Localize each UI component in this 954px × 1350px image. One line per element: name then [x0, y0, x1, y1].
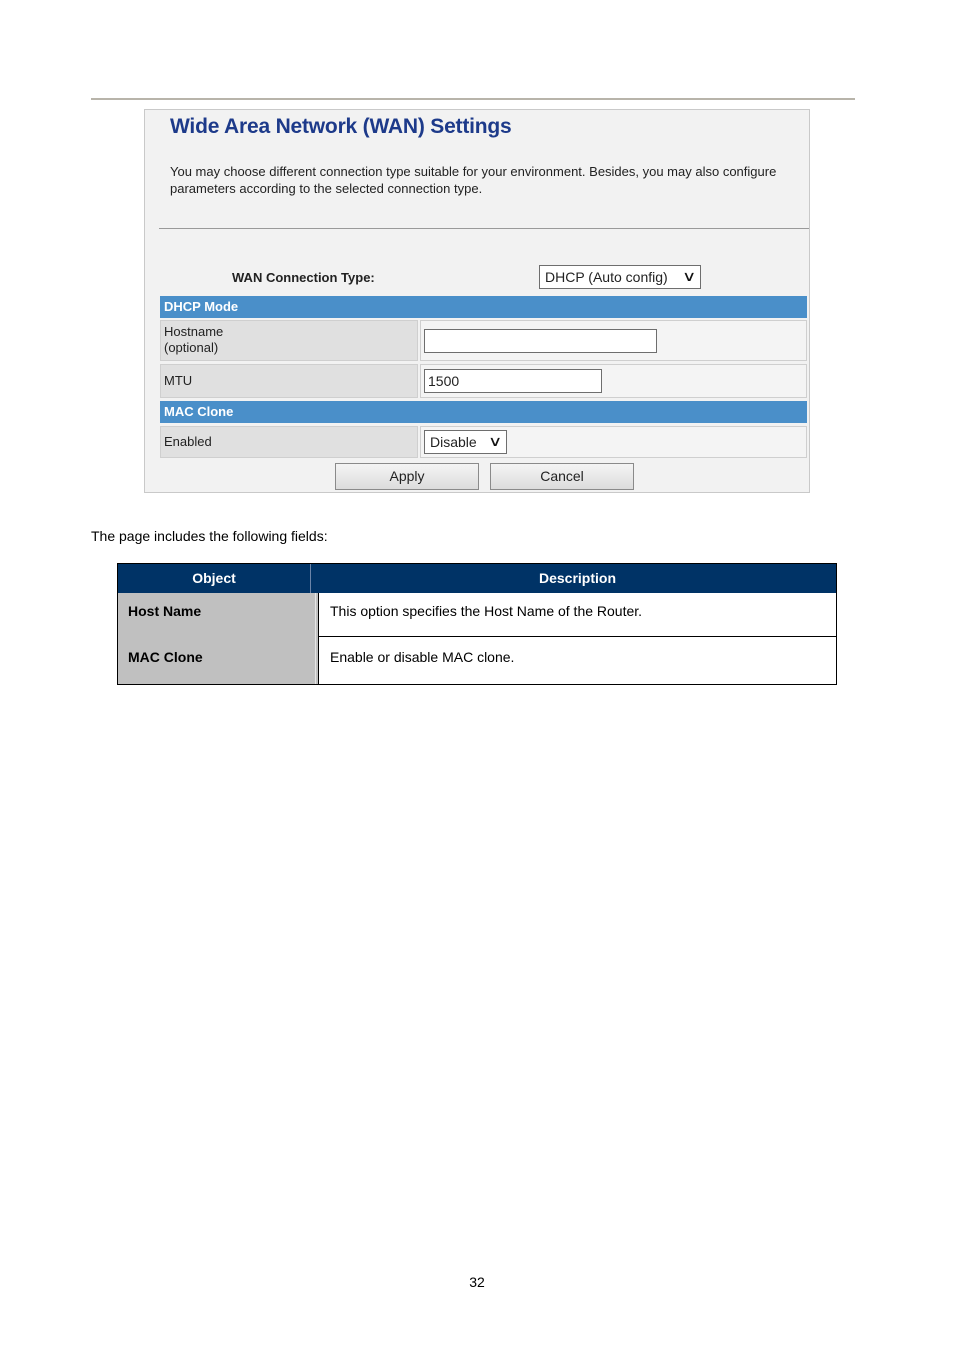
fields-table — [117, 563, 837, 685]
page-number: 32 — [469, 1274, 485, 1290]
top-divider — [91, 98, 855, 100]
table-row-object: MAC Clone — [118, 637, 319, 684]
wan-connection-type-select[interactable] — [539, 265, 701, 289]
apply-button[interactable]: Apply — [335, 463, 479, 490]
chevron-down-icon: ∨ — [681, 268, 697, 284]
table-header-divider — [310, 564, 319, 593]
wan-settings-panel — [144, 109, 810, 493]
dhcp-mode-header: DHCP Mode — [160, 296, 807, 318]
mtu-input[interactable]: 1500 — [424, 369, 602, 393]
page-description: You may choose different connection type suitable for your environment. Besides, you may also configure parameters according to the selected connection type. — [170, 164, 777, 196]
hostname-label: Hostname (optional) — [160, 320, 418, 361]
chevron-down-icon: ∨ — [487, 433, 503, 449]
page-title: Wide Area Network (WAN) Settings — [170, 115, 512, 138]
table-row-description: Enable or disable MAC clone. — [319, 637, 836, 684]
wan-connection-type-label: WAN Connection Type: — [232, 270, 375, 285]
panel-divider — [159, 228, 809, 229]
mac-clone-enabled-value: Disable — [430, 434, 477, 450]
mac-clone-enabled-cell — [420, 426, 807, 458]
table-header-description: Description — [319, 564, 836, 593]
mac-clone-header: MAC Clone — [160, 401, 807, 423]
fields-intro-text: The page includes the following fields: — [91, 528, 328, 544]
mac-clone-enabled-label: Enabled — [160, 426, 418, 458]
table-header-object: Object — [118, 564, 310, 593]
mac-clone-enabled-select[interactable] — [424, 430, 507, 454]
wan-connection-type-value: DHCP (Auto config) — [545, 269, 668, 285]
hostname-cell — [420, 320, 807, 361]
mtu-cell — [420, 364, 807, 398]
cancel-button[interactable]: Cancel — [490, 463, 634, 490]
table-row-object: Host Name — [118, 593, 319, 637]
hostname-input[interactable] — [424, 329, 657, 353]
mtu-label: MTU — [160, 364, 418, 398]
table-row-description: This option specifies the Host Name of the Router. — [319, 593, 836, 637]
